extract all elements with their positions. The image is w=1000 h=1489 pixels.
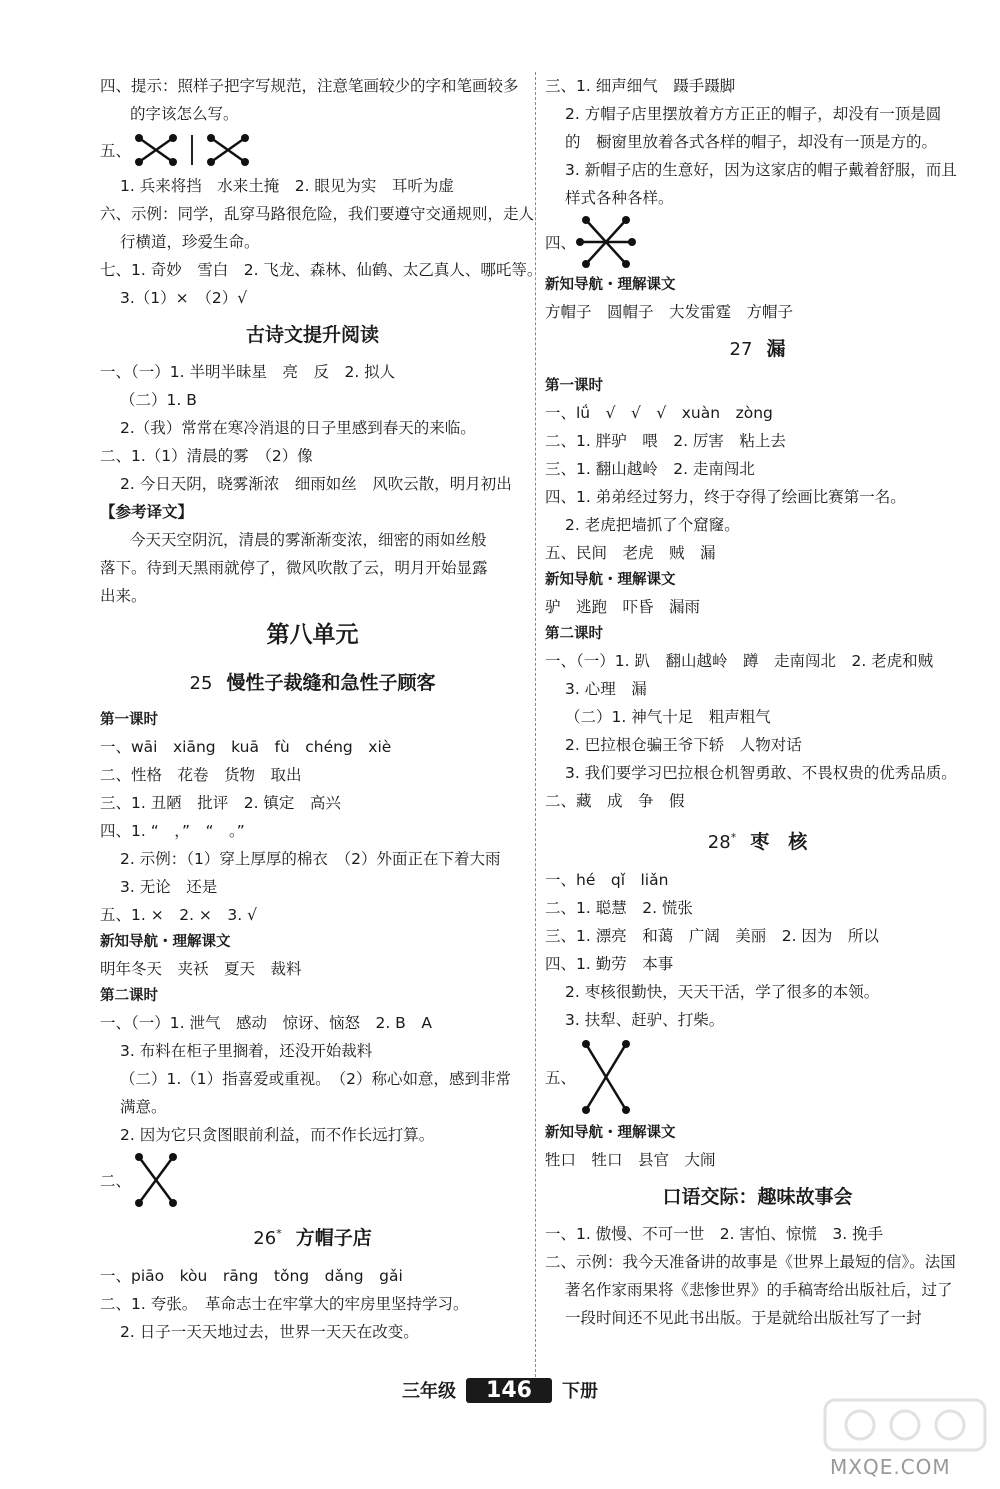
answer-line: 满意。 <box>120 1098 167 1116</box>
answer-line: 一、lǘ √ √ √ xuàn zòng <box>545 404 773 422</box>
answer-line: 3. 心理 漏 <box>565 680 647 698</box>
answer-line: 三、1. 翻山越岭 2. 走南闯北 <box>545 460 755 478</box>
lesson-heading <box>545 326 970 373</box>
answer-line: （二）1.（1）指喜爱或重视。 （2）称心如意，感到非常 <box>120 1070 512 1088</box>
lesson-number: 25 <box>189 673 213 694</box>
answer-line: 二、1. 聪慧 2. 慌张 <box>545 899 693 917</box>
answer-line: 四、1. “ ，” “ 。” <box>100 822 245 840</box>
answer-line: 五、 <box>545 1069 577 1087</box>
translation-line: 出来。 <box>100 587 147 605</box>
answer-line: 样式各种各样。 <box>565 189 674 207</box>
answer-line: 3. 布料在柜子里搁着，还没开始裁料 <box>120 1042 373 1060</box>
answer-line: 一、hé qǐ liǎn <box>545 871 669 889</box>
answer-line: 2. 巴拉根仓骗王爷下轿 人物对话 <box>565 736 802 754</box>
grade-label: 三年级 <box>402 1381 457 1402</box>
matching-row <box>100 1149 525 1211</box>
answer-line: 五、 <box>100 142 132 160</box>
answer-line: 2. 老虎把墙抓了个窟窿。 <box>565 516 740 534</box>
section-label: 新知导航・理解课文 <box>545 572 676 588</box>
period-label: 第二课时 <box>545 626 603 642</box>
answer-line: 一、（一）1. 半明半昧星 亮 反 2. 拟人 <box>100 363 396 381</box>
answer-line: 二、示例：我今天准备讲的故事是《世界上最短的信》。法国 <box>545 1253 956 1271</box>
matching-cross-icon <box>576 1036 636 1118</box>
answer-line: 四、提示：照样子把字写规范，注意笔画较少的字和笔画较多 <box>100 77 519 95</box>
answer-line: 五、民间 老虎 贼 漏 <box>545 544 716 562</box>
answer-line: 五、1. × 2. × 3. √ <box>100 906 257 924</box>
answer-line: 一、wāi xiāng kuā fù chéng xiè <box>100 738 392 756</box>
matching-cross-icon <box>131 1151 181 1209</box>
answer-line: 二、1. 胖驴 喂 2. 厉害 粘上去 <box>545 432 786 450</box>
answer-line: （二）1. B <box>120 391 197 409</box>
matching-star-icon <box>576 214 636 270</box>
answer-line: 四、 <box>545 234 577 252</box>
answer-line: 3. 我们要学习巴拉根仓机智勇敢、不畏权贵的优秀品质。 <box>565 764 957 782</box>
lesson-number: 28* <box>707 831 737 853</box>
lesson-heading <box>100 660 525 707</box>
section-label: 新知导航・理解课文 <box>545 277 676 293</box>
answer-line: 三、1. 漂亮 和蔼 广阔 美丽 2. 因为 所以 <box>545 927 879 945</box>
answer-line: 牲口 牲口 县官 大闹 <box>545 1151 716 1169</box>
answer-line: 四、1. 勤劳 本事 <box>545 955 674 973</box>
answer-line: 一、piāo kòu rāng tǒng dǎng gǎi <box>100 1267 403 1285</box>
answer-line: 三、1. 细声细气 蹑手蹑脚 <box>545 77 736 95</box>
answer-line: 2.（我）常常在寒冷消退的日子里感到春天的来临。 <box>120 419 476 437</box>
answer-line: 3. 扶犁、赶驴、打柴。 <box>565 1011 725 1029</box>
answer-line: 2. 因为它只贪图眼前利益，而不作长远打算。 <box>120 1126 435 1144</box>
answer-line: 3. 无论 还是 <box>120 878 218 896</box>
answer-line: 七、1. 奇妙 雪白 2. 飞龙、森林、仙鹤、太乙真人、哪吒等。 <box>100 261 543 279</box>
translation-line: 落下。待到天黑雨就停了，微风吹散了云，明月开始显露 <box>100 559 488 577</box>
answer-line: 2. 示例：（1）穿上厚厚的棉衣 （2）外面正在下着大雨 <box>120 850 501 868</box>
lesson-number: 26* <box>253 1227 282 1249</box>
answer-line: 的字该怎么写。 <box>130 105 239 123</box>
reference-label: 【参考译文】 <box>100 503 194 521</box>
period-label: 第一课时 <box>100 712 158 728</box>
answer-line: 2. 今日天阴，晓雾渐浓 细雨如丝 风吹云散，明月初出 <box>120 475 512 493</box>
answer-line: 一、1. 傲慢、不可一世 2. 害怕、惊慌 3. 挽手 <box>545 1225 884 1243</box>
translation-line: 今天天空阴沉，清晨的雾渐渐变浓，细密的雨如丝般 <box>130 531 487 549</box>
unit-title: 第八单元 <box>266 622 359 648</box>
section-label: 新知导航・理解课文 <box>100 934 231 950</box>
answer-line: 一段时间还不见此书出版。于是就给出版社写了一封 <box>565 1309 922 1327</box>
answer-line: 方帽子 圆帽子 大发雷霆 方帽子 <box>545 303 794 321</box>
answer-line: 2. 枣核很勤快，天天干活，学了很多的本领。 <box>565 983 880 1001</box>
answer-line: 的 橱窗里放着各式各样的帽子，却没有一顶是方的。 <box>565 133 938 151</box>
matching-cross-icon <box>203 130 253 170</box>
answer-line: 3.（1）× （2）√ <box>120 289 248 307</box>
answer-line: 著名作家雨果将《悲惨世界》的手稿寄给出版社后，过了 <box>565 1281 953 1299</box>
answer-line: 二、1. 夸张。 革命志士在牢掌大的牢房里坚持学习。 <box>100 1295 469 1313</box>
matching-cross-icon <box>131 130 181 170</box>
section-label: 新知导航・理解课文 <box>545 1125 676 1141</box>
answer-line: 三、1. 丑陋 批评 2. 镇定 高兴 <box>100 794 341 812</box>
matching-row <box>545 1034 970 1120</box>
answer-line: 明年冬天 夹袄 夏天 裁料 <box>100 960 302 978</box>
separator-bar <box>191 135 193 165</box>
answer-line: 六、示例：同学，乱穿马路很危险，我们要遵守交通规则，走人 <box>100 205 535 223</box>
lesson-title: 慢性子裁缝和急性子顾客 <box>226 672 436 694</box>
period-label: 第二课时 <box>100 988 158 1004</box>
period-label: 第一课时 <box>545 378 603 394</box>
watermark-text: MXQE.COM <box>830 1455 951 1479</box>
section-heading: 口语交际：趣味故事会 <box>662 1186 853 1208</box>
answer-line: 一、（一）1. 趴 翻山越岭 蹲 走南闯北 2. 老虎和贼 <box>545 652 934 670</box>
answer-line: （二）1. 神气十足 粗声粗气 <box>565 708 771 726</box>
answer-line: 四、1. 弟弟经过努力，终于夺得了绘画比赛第一名。 <box>545 488 906 506</box>
answer-line: 3. 新帽子店的生意好，因为这家店的帽子戴着舒服，而且 <box>565 161 957 179</box>
lesson-title: 枣 核 <box>750 831 808 853</box>
answer-line: 2. 日子一天天地过去，世界一天天在改变。 <box>120 1323 419 1341</box>
answer-line: 1. 兵来将挡 水来土掩 2. 眼见为实 耳听为虚 <box>120 177 454 195</box>
answer-line: 二、藏 成 争 假 <box>545 792 685 810</box>
matching-row <box>545 212 970 272</box>
matching-row <box>100 128 525 172</box>
answer-line: 行横道，珍爱生命。 <box>120 233 260 251</box>
answer-line: 驴 逃跑 吓昏 漏雨 <box>545 598 701 616</box>
volume-label: 下册 <box>561 1381 598 1402</box>
answer-line: 二、 <box>100 1172 132 1190</box>
lesson-heading <box>100 1211 525 1262</box>
right-column <box>545 72 970 1332</box>
page-number: 146 <box>466 1378 552 1403</box>
lesson-number: 27 <box>729 339 753 360</box>
lesson-title: 方帽子店 <box>295 1227 372 1249</box>
section-heading: 古诗文提升阅读 <box>245 324 379 346</box>
answer-line: 一、（一）1. 泄气 感动 惊讶、恼怒 2. B A <box>100 1014 432 1032</box>
answer-line: 二、性格 花卷 货物 取出 <box>100 766 302 784</box>
answer-line: 2. 方帽子店里摆放着方方正正的帽子，却没有一顶是圆 <box>565 105 942 123</box>
left-column <box>100 72 543 1346</box>
lesson-title: 漏 <box>766 338 786 360</box>
lesson-heading <box>545 815 970 866</box>
answer-line: 二、1.（1）清晨的雾 （2）像 <box>100 447 313 465</box>
